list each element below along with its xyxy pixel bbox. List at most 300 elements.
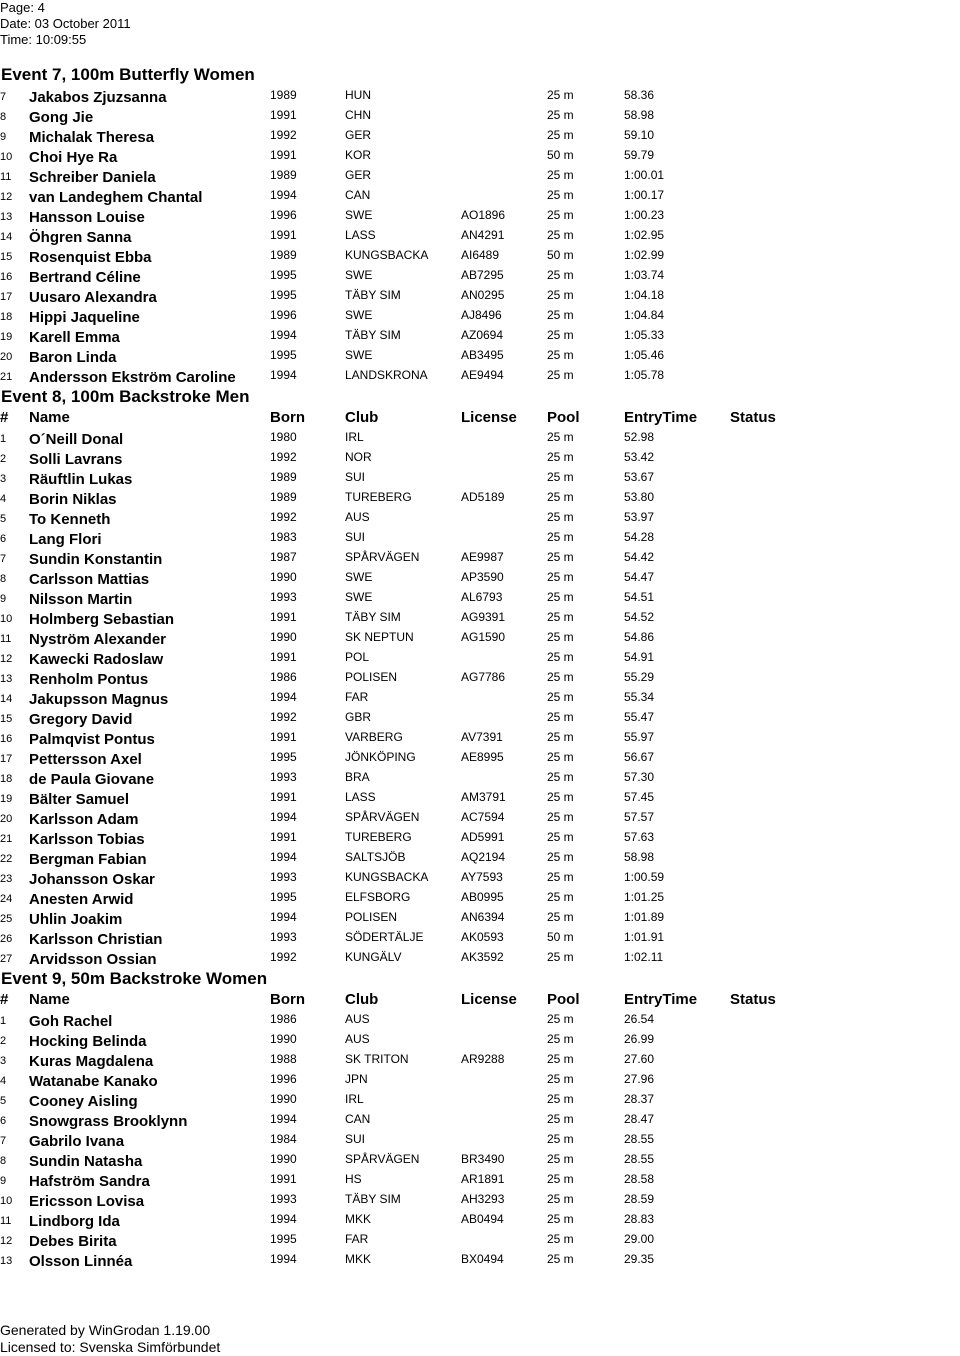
license-id: AN6394 — [461, 910, 505, 924]
swimmer-name: Johansson Oskar — [29, 871, 155, 888]
club-name: TÄBY SIM — [345, 288, 401, 302]
swimmer-name: Rosenquist Ebba — [29, 249, 152, 266]
swimmer-name: Snowgrass Brooklynn — [29, 1113, 188, 1130]
entry-time: 54.86 — [624, 630, 655, 644]
license-id: AZ0694 — [461, 328, 504, 342]
entry-time: 1:00.23 — [624, 208, 665, 222]
column-header-row — [0, 990, 960, 1010]
swimmer-number: 18 — [0, 311, 13, 323]
swimmer-name: Sundin Natasha — [29, 1153, 143, 1170]
birth-year: 1989 — [270, 88, 297, 102]
table-row — [0, 628, 960, 648]
club-name: SÖDERTÄLJE — [345, 930, 424, 944]
entry-time: 57.57 — [624, 810, 655, 824]
table-row — [0, 86, 960, 106]
swimmer-number: 11 — [0, 171, 12, 183]
swimmer-name: Karell Emma — [29, 329, 120, 346]
swimmer-number: 17 — [0, 753, 13, 765]
swimmer-number: 24 — [0, 893, 13, 905]
swimmer-name: Gong Jie — [29, 109, 94, 126]
license-id: AE9987 — [461, 550, 504, 564]
table-row — [0, 1130, 960, 1150]
license-id: AC7594 — [461, 810, 505, 824]
pool-length: 25 m — [547, 750, 574, 764]
birth-year: 1993 — [270, 1192, 297, 1206]
event-section — [0, 386, 960, 968]
license-id: AP3590 — [461, 570, 504, 584]
club-name: KUNGSBACKA — [345, 870, 429, 884]
table-row — [0, 366, 960, 386]
swimmer-name: Andersson Ekström Caroline — [29, 369, 236, 386]
pool-length: 25 m — [547, 730, 574, 744]
entry-time: 28.58 — [624, 1172, 655, 1186]
entry-time: 1:01.89 — [624, 910, 665, 924]
license-id: AD5189 — [461, 490, 505, 504]
swimmer-name: Borin Niklas — [29, 491, 117, 508]
table-row — [0, 346, 960, 366]
entry-time: 1:03.74 — [624, 268, 665, 282]
club-name: CAN — [345, 188, 371, 202]
swimmer-name: Arvidsson Ossian — [29, 951, 157, 968]
license-id: AI6489 — [461, 248, 500, 262]
table-row — [0, 468, 960, 488]
swimmer-name: Uhlin Joakim — [29, 911, 123, 928]
pool-length: 25 m — [547, 108, 574, 122]
license-id: AN0295 — [461, 288, 505, 302]
swimmer-name: Kuras Magdalena — [29, 1053, 154, 1070]
birth-year: 1990 — [270, 1032, 297, 1046]
pool-length: 25 m — [547, 228, 574, 242]
club-name: POLISEN — [345, 910, 398, 924]
swimmer-number: 9 — [0, 1175, 7, 1187]
club-name: BRA — [345, 770, 370, 784]
entry-time: 56.67 — [624, 750, 655, 764]
pool-length: 50 m — [547, 930, 574, 944]
swimmer-number: 6 — [0, 533, 7, 545]
table-row — [0, 1150, 960, 1170]
birth-year: 1996 — [270, 208, 297, 222]
birth-year: 1992 — [270, 950, 297, 964]
entry-time: 1:02.99 — [624, 248, 665, 262]
license-id: AK3592 — [461, 950, 504, 964]
license-id: BX0494 — [461, 1252, 504, 1266]
swimmer-number: 1 — [0, 433, 7, 445]
entry-time: 28.59 — [624, 1192, 655, 1206]
swimmer-name: Bertrand Céline — [29, 269, 141, 286]
club-name: TÄBY SIM — [345, 328, 401, 342]
club-name: GER — [345, 168, 372, 182]
birth-year: 1991 — [270, 650, 297, 664]
club-name: HS — [345, 1172, 362, 1186]
pool-length: 25 m — [547, 188, 574, 202]
birth-year: 1994 — [270, 188, 297, 202]
entry-time: 28.47 — [624, 1112, 655, 1126]
col-header-number: # — [0, 409, 9, 426]
entry-time: 53.97 — [624, 510, 655, 524]
pool-length: 25 m — [547, 288, 574, 302]
table-row — [0, 648, 960, 668]
table-row — [0, 1250, 960, 1270]
swimmer-name: Gabrilo Ivana — [29, 1133, 125, 1150]
license-id: AD5991 — [461, 830, 505, 844]
entry-time: 28.83 — [624, 1212, 655, 1226]
table-row — [0, 1010, 960, 1030]
swimmer-number: 10 — [0, 613, 13, 625]
swimmer-number: 13 — [0, 211, 13, 223]
swimmer-number: 25 — [0, 913, 13, 925]
club-name: TUREBERG — [345, 830, 412, 844]
col-header-name: Name — [29, 991, 70, 1008]
birth-year: 1991 — [270, 610, 297, 624]
swimmer-number: 1 — [0, 1015, 7, 1027]
table-row — [0, 548, 960, 568]
swimmer-number: 21 — [0, 833, 13, 845]
pool-length: 25 m — [547, 550, 574, 564]
swimmer-number: 7 — [0, 1135, 7, 1147]
swimmer-number: 4 — [0, 1075, 7, 1087]
col-header-pool: Pool — [547, 409, 580, 426]
swimmer-number: 20 — [0, 351, 13, 363]
swimmer-number: 19 — [0, 331, 13, 343]
table-row — [0, 286, 960, 306]
license-id: AM3791 — [461, 790, 506, 804]
entry-time: 53.42 — [624, 450, 655, 464]
swimmer-name: Öhgren Sanna — [29, 229, 132, 246]
entry-time: 1:01.91 — [624, 930, 665, 944]
club-name: MKK — [345, 1252, 372, 1266]
license-id: AB3495 — [461, 348, 504, 362]
club-name: KUNGÄLV — [345, 950, 402, 964]
swimmer-number: 8 — [0, 573, 7, 585]
swimmer-number: 8 — [0, 1155, 7, 1167]
birth-year: 1991 — [270, 148, 297, 162]
col-header-born: Born — [270, 991, 305, 1008]
table-row — [0, 1070, 960, 1090]
pool-length: 25 m — [547, 830, 574, 844]
birth-year: 1993 — [270, 770, 297, 784]
table-row — [0, 428, 960, 448]
license-id: AO1896 — [461, 208, 506, 222]
entry-time: 27.96 — [624, 1072, 655, 1086]
col-header-status: Status — [730, 409, 776, 426]
swimmer-name: Choi Hye Ra — [29, 149, 118, 166]
club-name: TÄBY SIM — [345, 1192, 401, 1206]
swimmer-number: 5 — [0, 513, 7, 525]
pool-length: 25 m — [547, 770, 574, 784]
table-row — [0, 848, 960, 868]
club-name: SUI — [345, 530, 366, 544]
entry-time: 55.97 — [624, 730, 655, 744]
pool-length: 25 m — [547, 1152, 574, 1166]
col-header-club: Club — [345, 991, 379, 1008]
table-row — [0, 166, 960, 186]
birth-year: 1991 — [270, 730, 297, 744]
entry-time: 28.55 — [624, 1152, 655, 1166]
birth-year: 1984 — [270, 1132, 297, 1146]
license-id: AE8995 — [461, 750, 504, 764]
entry-time: 55.34 — [624, 690, 655, 704]
club-name: JÖNKÖPING — [345, 750, 416, 764]
club-name: GER — [345, 128, 372, 142]
pool-length: 25 m — [547, 590, 574, 604]
birth-year: 1994 — [270, 1112, 297, 1126]
license-id: AG1590 — [461, 630, 506, 644]
table-row — [0, 788, 960, 808]
swimmer-name: Kawecki Radoslaw — [29, 651, 164, 668]
swimmer-number: 7 — [0, 553, 7, 565]
license-id: AQ2194 — [461, 850, 506, 864]
license-id: AY7593 — [461, 870, 503, 884]
birth-year: 1991 — [270, 108, 297, 122]
swimmer-name: Anesten Arwid — [29, 891, 134, 908]
col-header-entry-time: EntryTime — [624, 991, 698, 1008]
swimmer-name: Karlsson Adam — [29, 811, 139, 828]
swimmer-name: Jakupsson Magnus — [29, 691, 169, 708]
col-header-club: Club — [345, 409, 379, 426]
license-id: AB0995 — [461, 890, 504, 904]
swimmer-number: 8 — [0, 111, 7, 123]
swimmer-name: Sundin Konstantin — [29, 551, 163, 568]
club-name: SUI — [345, 1132, 366, 1146]
table-row — [0, 246, 960, 266]
club-name: CAN — [345, 1112, 371, 1126]
col-header-number: # — [0, 991, 9, 1008]
club-name: TÄBY SIM — [345, 610, 401, 624]
swimmer-name: Michalak Theresa — [29, 129, 155, 146]
entry-time: 1:02.11 — [624, 950, 664, 964]
swimmer-name: Holmberg Sebastian — [29, 611, 175, 628]
club-name: SWE — [345, 570, 373, 584]
pool-length: 50 m — [547, 148, 574, 162]
swimmer-number: 11 — [0, 633, 12, 645]
pool-length: 25 m — [547, 810, 574, 824]
swimmer-number: 16 — [0, 271, 13, 283]
swimmer-number: 9 — [0, 593, 7, 605]
col-header-born: Born — [270, 409, 305, 426]
club-name: SK NEPTUN — [345, 630, 414, 644]
birth-year: 1992 — [270, 710, 297, 724]
birth-year: 1989 — [270, 168, 297, 182]
pool-length: 25 m — [547, 670, 574, 684]
birth-year: 1995 — [270, 348, 297, 362]
swimmer-name: Olsson Linnéa — [29, 1253, 133, 1270]
pool-length: 25 m — [547, 1232, 574, 1246]
pool-length: 50 m — [547, 248, 574, 262]
table-row — [0, 728, 960, 748]
license-id: AB0494 — [461, 1212, 504, 1226]
club-name: SUI — [345, 470, 366, 484]
pool-length: 25 m — [547, 1172, 574, 1186]
entry-time: 54.47 — [624, 570, 655, 584]
birth-year: 1995 — [270, 750, 297, 764]
birth-year: 1995 — [270, 890, 297, 904]
birth-year: 1995 — [270, 268, 297, 282]
entry-time: 1:04.84 — [624, 308, 665, 322]
table-row — [0, 568, 960, 588]
pool-length: 25 m — [547, 950, 574, 964]
license-id: AE9494 — [461, 368, 504, 382]
entry-time: 57.30 — [624, 770, 655, 784]
pool-length: 25 m — [547, 690, 574, 704]
table-row — [0, 1190, 960, 1210]
birth-year: 1993 — [270, 870, 297, 884]
license-id: AV7391 — [461, 730, 503, 744]
table-row — [0, 608, 960, 628]
swimmer-number: 2 — [0, 1035, 7, 1047]
swimmer-number: 17 — [0, 291, 13, 303]
pool-length: 25 m — [547, 208, 574, 222]
table-row — [0, 668, 960, 688]
birth-year: 1995 — [270, 288, 297, 302]
pool-length: 25 m — [547, 168, 574, 182]
birth-year: 1994 — [270, 850, 297, 864]
swimmer-number: 12 — [0, 653, 13, 665]
pool-length: 25 m — [547, 910, 574, 924]
birth-year: 1992 — [270, 450, 297, 464]
birth-year: 1994 — [270, 1212, 297, 1226]
birth-year: 1987 — [270, 550, 297, 564]
swimmer-name: Cooney Aisling — [29, 1093, 138, 1110]
swimmer-name: Gregory David — [29, 711, 133, 728]
swimmer-name: Palmqvist Pontus — [29, 731, 155, 748]
table-row — [0, 1170, 960, 1190]
swimmer-name: Carlsson Mattias — [29, 571, 150, 588]
report-footer — [0, 1322, 220, 1356]
swimmer-name: Pettersson Axel — [29, 751, 142, 768]
swimmer-number: 14 — [0, 231, 13, 243]
table-row — [0, 1030, 960, 1050]
entry-time: 1:00.59 — [624, 870, 665, 884]
swimmer-number: 19 — [0, 793, 13, 805]
swimmer-number: 6 — [0, 1115, 7, 1127]
club-name: CHN — [345, 108, 371, 122]
pool-length: 25 m — [547, 430, 574, 444]
entry-time: 54.91 — [624, 650, 655, 664]
club-name: FAR — [345, 690, 369, 704]
swimmer-name: Nilsson Martin — [29, 591, 133, 608]
birth-year: 1992 — [270, 510, 297, 524]
entry-time: 54.52 — [624, 610, 655, 624]
col-header-name: Name — [29, 409, 70, 426]
license-id: AR1891 — [461, 1172, 505, 1186]
entry-time: 59.79 — [624, 148, 655, 162]
entry-time: 1:00.17 — [624, 188, 665, 202]
swimmer-name: Watanabe Kanako — [29, 1073, 158, 1090]
license-id: AJ8496 — [461, 308, 502, 322]
swimmer-name: To Kenneth — [29, 511, 111, 528]
pool-length: 25 m — [547, 850, 574, 864]
report-date: Date: 03 October 2011 — [0, 16, 131, 31]
club-name: SWE — [345, 268, 373, 282]
birth-year: 1994 — [270, 810, 297, 824]
swimmer-number: 11 — [0, 1215, 12, 1227]
club-name: SPÅRVÄGEN — [345, 550, 420, 564]
table-row — [0, 528, 960, 548]
entry-time: 29.35 — [624, 1252, 655, 1266]
birth-year: 1994 — [270, 910, 297, 924]
swimmer-number: 5 — [0, 1095, 7, 1107]
swimmer-name: Jakabos Zjuzsanna — [29, 89, 167, 106]
birth-year: 1986 — [270, 670, 297, 684]
club-name: MKK — [345, 1212, 372, 1226]
entry-time: 1:05.46 — [624, 348, 665, 362]
swimmer-name: Schreiber Daniela — [29, 169, 156, 186]
swimmer-number: 3 — [0, 473, 7, 485]
pool-length: 25 m — [547, 1032, 574, 1046]
pool-length: 25 m — [547, 328, 574, 342]
start-list — [0, 64, 960, 1270]
entry-time: 26.99 — [624, 1032, 655, 1046]
club-name: SWE — [345, 348, 373, 362]
swimmer-name: van Landeghem Chantal — [29, 189, 203, 206]
birth-year: 1986 — [270, 1012, 297, 1026]
entry-time: 53.80 — [624, 490, 655, 504]
report-time: Time: 10:09:55 — [0, 32, 87, 47]
swimmer-name: Solli Lavrans — [29, 451, 123, 468]
swimmer-number: 15 — [0, 251, 13, 263]
birth-year: 1992 — [270, 128, 297, 142]
club-name: SWE — [345, 590, 373, 604]
club-name: JPN — [345, 1072, 368, 1086]
birth-year: 1994 — [270, 368, 297, 382]
birth-year: 1983 — [270, 530, 297, 544]
license-id: BR3490 — [461, 1152, 505, 1166]
club-name: SWE — [345, 208, 373, 222]
entry-time: 55.47 — [624, 710, 655, 724]
pool-length: 25 m — [547, 710, 574, 724]
column-header-row — [0, 408, 960, 428]
license-id: AR9288 — [461, 1052, 505, 1066]
entry-time: 1:04.18 — [624, 288, 665, 302]
pool-length: 25 m — [547, 530, 574, 544]
swimmer-name: O´Neill Donal — [29, 431, 124, 448]
pool-length: 25 m — [547, 368, 574, 382]
table-row — [0, 1230, 960, 1250]
table-row — [0, 908, 960, 928]
table-row — [0, 688, 960, 708]
swimmer-number: 12 — [0, 1235, 13, 1247]
table-row — [0, 1210, 960, 1230]
birth-year: 1996 — [270, 308, 297, 322]
table-row — [0, 488, 960, 508]
swimmer-name: Hippi Jaqueline — [29, 309, 140, 326]
table-row — [0, 888, 960, 908]
col-header-status: Status — [730, 991, 776, 1008]
pool-length: 25 m — [547, 1112, 574, 1126]
birth-year: 1995 — [270, 1232, 297, 1246]
entry-time: 26.54 — [624, 1012, 655, 1026]
club-name: GBR — [345, 710, 372, 724]
swimmer-name: de Paula Giovane — [29, 771, 155, 788]
table-row — [0, 828, 960, 848]
swimmer-name: Renholm Pontus — [29, 671, 149, 688]
license-id: AN4291 — [461, 228, 505, 242]
generator-note: Generated by WinGrodan 1.19.00 — [0, 1322, 211, 1338]
table-row — [0, 868, 960, 888]
pool-length: 25 m — [547, 490, 574, 504]
birth-year: 1989 — [270, 248, 297, 262]
pool-length: 25 m — [547, 348, 574, 362]
table-row — [0, 1090, 960, 1110]
pool-length: 25 m — [547, 790, 574, 804]
entry-time: 1:01.25 — [624, 890, 665, 904]
swimmer-name: Lang Flori — [29, 531, 102, 548]
table-row — [0, 588, 960, 608]
table-row — [0, 206, 960, 226]
table-row — [0, 448, 960, 468]
club-name: IRL — [345, 430, 364, 444]
license-note: Licensed to: Svenska Simförbundet — [0, 1339, 221, 1355]
